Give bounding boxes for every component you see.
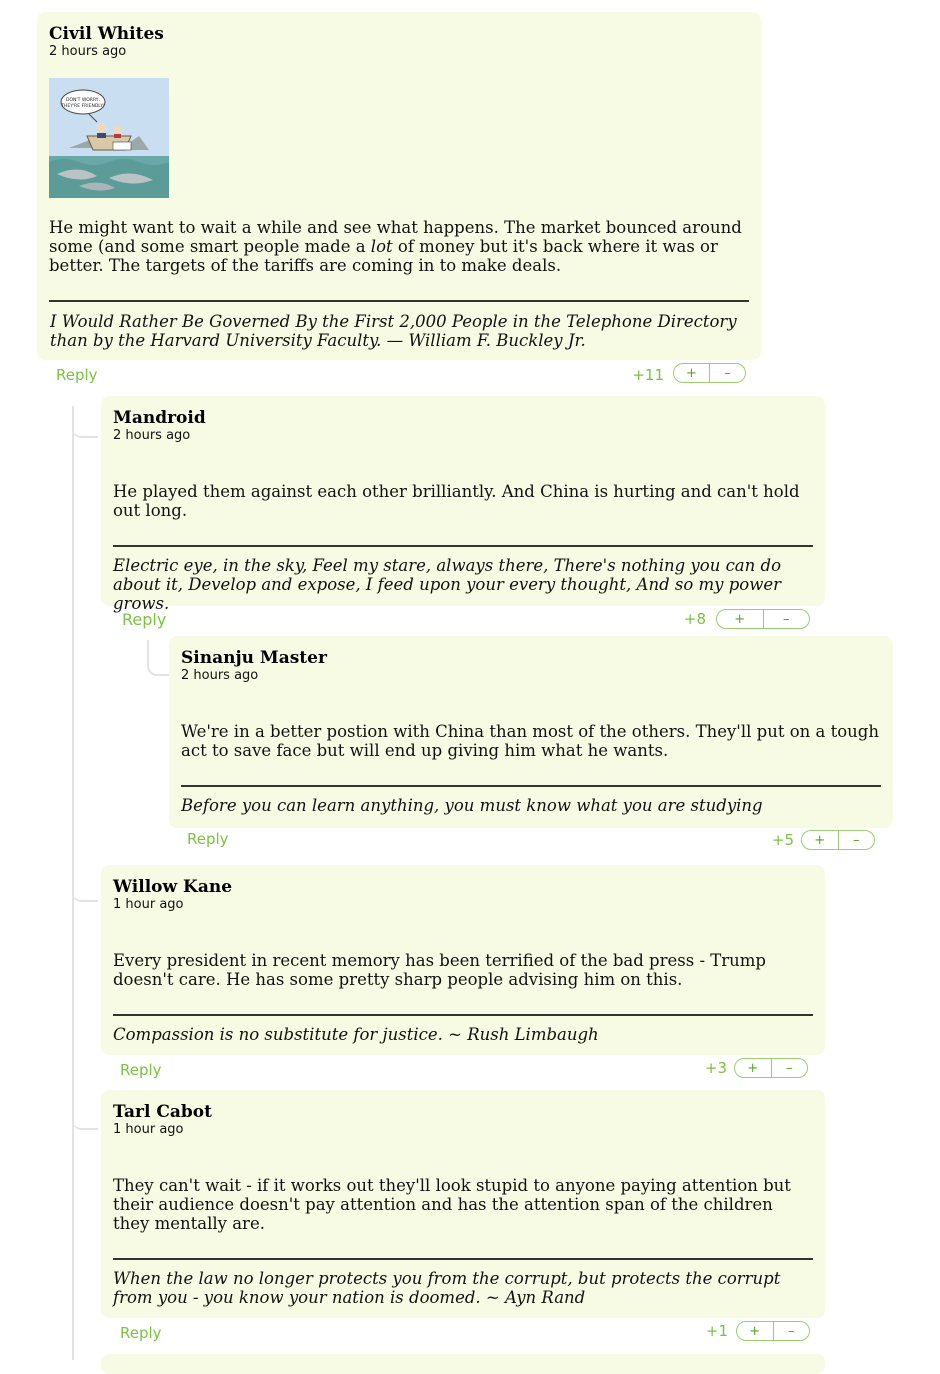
comment-timestamp[interactable]: 1 hour ago — [113, 1122, 184, 1137]
vote-score: +1 — [705, 1322, 728, 1340]
downvote-button[interactable]: – — [724, 365, 731, 381]
vote-controls — [734, 1058, 808, 1078]
vote-controls — [673, 363, 746, 383]
vote-score: +11 — [632, 366, 664, 384]
comment-signature: I Would Rather Be Governed By the First 2,000 People in the Telephone Directory than by the Harvard University Faculty. — William F. Buckley Jr. — [50, 312, 737, 350]
upvote-button[interactable]: + — [674, 364, 710, 382]
vote-controls — [801, 830, 875, 850]
comment-author[interactable]: Mandroid — [113, 408, 206, 428]
cartoon-bubble-line2: THEY'RE FRIENDLY! — [61, 104, 105, 109]
reply-button[interactable]: Reply — [187, 830, 229, 848]
comment-sinanju-master — [169, 636, 893, 828]
thread-hook-tarl — [72, 1104, 98, 1130]
upvote-button[interactable]: + — [802, 831, 839, 849]
reply-button[interactable]: Reply — [120, 1324, 162, 1342]
comment-signature: Electric eye, in the sky, Feel my stare, always there, There's nothing you can do about it, Develop and expose, I feed upon your every thought, And so my power grows. — [113, 556, 782, 613]
upvote-button[interactable]: + — [737, 1322, 774, 1340]
downvote-button[interactable]: – — [786, 1060, 793, 1076]
comment-timestamp[interactable]: 2 hours ago — [181, 668, 259, 683]
comment-author[interactable]: Willow Kane — [113, 877, 233, 897]
cartoon-bubble-line1: DON'T WORRY, — [66, 98, 100, 103]
vote-score: +5 — [771, 831, 794, 849]
comment-timestamp[interactable]: 1 hour ago — [113, 897, 184, 912]
comment-willow-kane — [101, 865, 825, 1055]
vote-score: +8 — [683, 610, 706, 628]
comment-body: Every president in recent memory has been terrified of the bad press - Trump doesn't care. He has some pretty sharp people advising him on this. — [113, 951, 766, 989]
reply-button[interactable]: Reply — [120, 1061, 162, 1079]
comment-civil-whites — [37, 12, 761, 360]
comment-timestamp[interactable]: 2 hours ago — [49, 44, 127, 59]
downvote-button[interactable]: – — [788, 1323, 795, 1339]
thread-hook-willow — [72, 878, 98, 902]
comment-body: They can't wait - if it works out they'll look stupid to anyone paying attention but their audience doesn't pay attention and has the attention span of the children they mentally are. — [113, 1176, 791, 1233]
signature-divider — [113, 1014, 813, 1016]
comment-body: We're in a better postion with China than most of the others. They'll put on a tough act to save face but will end up giving him what he wants. — [181, 722, 879, 760]
comment-mandroid — [101, 396, 825, 613]
downvote-button[interactable]: – — [853, 832, 860, 848]
comment-timestamp[interactable]: 2 hours ago — [113, 428, 191, 443]
comment-body: He might want to wait a while and see what happens. The market bounced around some (and some smart people made a lot of money but it's back where it was or better. The targets of the tariffs are coming in to make deals. — [49, 218, 742, 275]
vote-score: +3 — [704, 1059, 727, 1077]
signature-divider — [49, 300, 749, 302]
comment-signature: When the law no longer protects you from the corrupt, but protects the corrupt from you - you know your nation is doomed. ~ Ayn Rand — [113, 1269, 781, 1307]
upvote-button[interactable]: + — [717, 610, 764, 628]
comment-signature: Compassion is no substitute for justice. ~ Rush Limbaugh — [113, 1025, 599, 1044]
comment-author[interactable]: Tarl Cabot — [113, 1102, 212, 1122]
comment-next-partial — [101, 1354, 825, 1374]
thread-hook-sinanju — [147, 640, 169, 676]
reply-button[interactable]: Reply — [122, 610, 167, 629]
upvote-button[interactable]: + — [735, 1059, 772, 1077]
signature-divider — [113, 1258, 813, 1260]
comment-author[interactable]: Sinanju Master — [181, 648, 327, 668]
comment-author[interactable]: Civil Whites — [49, 24, 164, 44]
vote-controls — [736, 1321, 810, 1341]
signature-divider — [113, 545, 813, 547]
signature-divider — [181, 785, 881, 787]
comment-tarl-cabot — [101, 1090, 825, 1318]
comment-image[interactable] — [49, 78, 169, 198]
comment-body: He played them against each other brilliantly. And China is hurting and can't hold out long. — [113, 482, 800, 520]
comment-signature: Before you can learn anything, you must know what you are studying — [181, 796, 763, 815]
thread-hook-mandroid — [72, 406, 98, 438]
downvote-button[interactable]: – — [783, 611, 790, 627]
reply-button[interactable]: Reply — [56, 366, 98, 384]
vote-controls — [716, 609, 810, 629]
